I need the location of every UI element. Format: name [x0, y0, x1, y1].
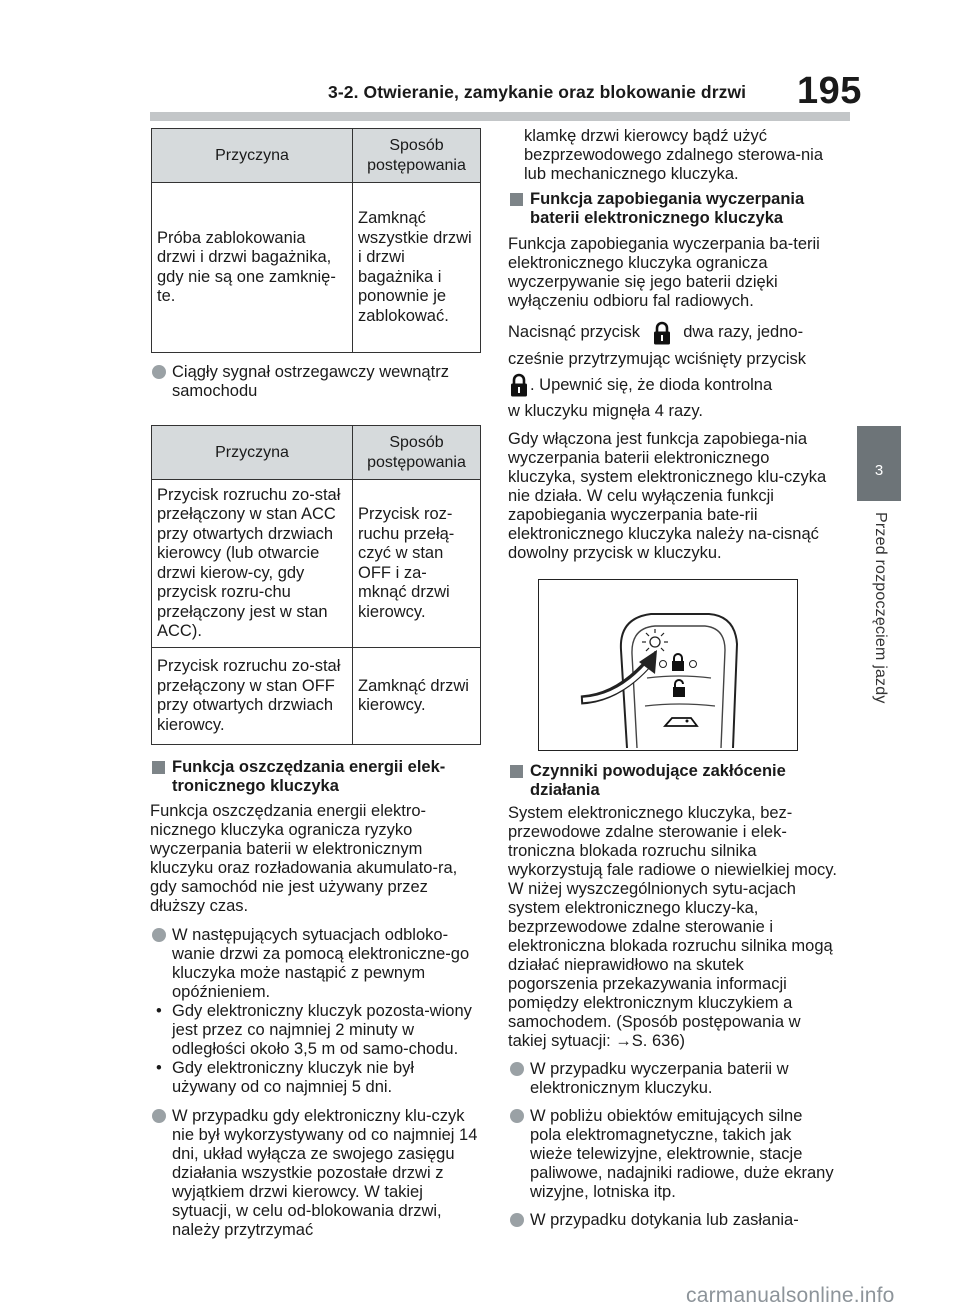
table-cell-action: Zamknąć drzwi kierowcy.	[353, 648, 481, 745]
left-column	[150, 128, 482, 1240]
key-fob-drawing	[539, 580, 796, 749]
press-text: dwa razy, jedno-	[683, 323, 804, 341]
table-cell-cause: Przycisk rozruchu zo-stał przełączony w stan ACC przy otwartych drzwiach kierowcy (lub otwarcie drzwi kierow-cy, gdy przycisk rozru-chu przełączony jest w stan ACC).	[152, 480, 353, 648]
sub-bullet-text: Gdy elektroniczny kluczyk pozosta-wiony jest przez co najmniej 2 minuty w odległości około 3,5 m od samo-chodu.	[172, 1002, 472, 1058]
square-bullet-icon	[510, 765, 523, 778]
watermark: carmanualsonline.info	[686, 1284, 895, 1307]
bullet-dot-icon	[152, 1109, 166, 1123]
bullet-battery-depleted	[508, 1060, 838, 1098]
bullet-electromagnetic	[508, 1107, 838, 1202]
key-fob-illustration	[538, 579, 798, 751]
table-cell-cause: Próba zablokowania drzwi i drzwi bagażnika, gdy nie są one zamknię-te.	[152, 183, 353, 353]
header-rule	[150, 112, 850, 121]
paragraph: System elektronicznego kluczyka, bez-przewodowe zdalne sterowanie i elek-troniczna blokada rozruchu silnika wykorzystują fale radiowe o niewielkiej mocy. W niżej wyszczególnionych sytu-acjach system elektronicznego kluczy-ka, bezprzewodowe zdalne sterowanie i elektroniczna blokada rozruchu silnika mogą działać nieprawidłowo na skutek pogorszenia przekazywania informacji pomiędzy elektronicznym kluczykiem a samochodem. (Sposób postępowania w takiej sytuacji: →S. 636)	[508, 804, 837, 1051]
continuation-text: klamkę drzwi kierowcy bądź użyć bezprzewodowego zdalnego sterowa-nia lub mechanicznego kluczyka.	[524, 127, 824, 183]
lock-icon	[651, 320, 673, 346]
press-text: w kluczyku mignęła 4 razy.	[508, 402, 704, 421]
bullet-text: W pobliżu obiektów emitujących silne pola elektromagnetyczne, takich jak wieże telewizyjne, elektrownie, stacje paliwowe, nadajniki radiowe, duże ekrany wizyjne, lotniska itp.	[530, 1107, 834, 1202]
page-number: 195	[797, 70, 862, 112]
paragraph: Funkcja oszczędzania energii elektro-nicznego kluczyka ogranicza ryzyko wyczerpania baterii w elektronicznym kluczyku oraz rozładowania akumulato-ra, gdy samochód nie jest używany przez dłuższy czas.	[150, 802, 458, 915]
heading-interference	[508, 762, 838, 800]
bullet-dot-icon	[510, 1213, 524, 1227]
bullet-text: W przypadku gdy elektroniczny klu-czyk nie był wykorzystywany od co najmniej 14 dni, układ wyłącza ze swojego zasięgu działania wszystkie pozostałe drzwi z wyjątkiem drzwi kierowcy. W takiej sytuacji, w celu od-blokowania drzwi, należy przytrzymać	[172, 1107, 478, 1239]
heading-text: Funkcja oszczędzania energii elek-tronicznego kluczyka	[172, 758, 446, 795]
paragraph: Gdy włączona jest funkcja zapobiega-nia wyczerpania baterii elektronicznego kluczyka, system elektronicznego klu-czyka nie działa. W celu wyłączenia funkcji zapobiegania wyczerpania bate-rii elektronicznego kluczyka należy na-cisnąć dowolny przycisk w kluczyku.	[508, 430, 827, 563]
right-column	[508, 127, 838, 1230]
sub-bullet-text: Gdy elektroniczny kluczyk nie był używany od co najmniej 5 dni.	[172, 1059, 415, 1096]
bullet-dot-icon	[510, 1109, 524, 1123]
chapter-tab: 3	[857, 426, 901, 501]
table-header-action: Sposób postępowania	[353, 426, 481, 480]
press-text: Nacisnąć przycisk	[508, 323, 641, 341]
square-bullet-icon	[152, 761, 165, 774]
bullet-14-days	[150, 1107, 482, 1240]
table-row	[152, 183, 481, 353]
square-bullet-icon	[510, 193, 523, 206]
heading-battery-saving	[508, 190, 838, 228]
bullet-dot-icon	[152, 365, 166, 379]
heading-text: Funkcja zapobiegania wyczerpania baterii elektronicznego kluczyka	[530, 190, 805, 227]
sub-bullet-marker: •	[156, 1002, 162, 1020]
sub-bullet	[150, 1059, 482, 1097]
table-header-cause: Przyczyna	[152, 426, 353, 480]
table-header-cause: Przyczyna	[152, 129, 353, 183]
bullet-text: W przypadku wyczerpania baterii w elektronicznym kluczyku.	[530, 1060, 789, 1098]
bullet-text: W przypadku dotykania lub zasłania-	[530, 1211, 799, 1230]
lock-icon	[508, 372, 530, 398]
table-cell-action: Przycisk roz-ruchu przełą-czyć w stan OFF i za-mknąć drzwi kierowcy.	[353, 480, 481, 648]
section-title: 3-2. Otwieranie, zamykanie oraz blokowanie drzwi	[328, 82, 747, 102]
press-instruction	[508, 319, 838, 424]
table-header-action: Sposób postępowania	[353, 129, 481, 183]
table-door-lock	[151, 128, 481, 353]
bullet-dot-icon	[510, 1062, 524, 1076]
press-text: . Upewnić się, że dioda kontrolna	[530, 375, 773, 394]
table-row	[152, 648, 481, 745]
chapter-title: Przed rozpoczęciem jazdy	[872, 512, 889, 704]
table-alarm	[151, 425, 481, 745]
heading-energy-saving	[150, 758, 482, 796]
table-cell-cause: Przycisk rozruchu zo-stał przełączony w stan OFF przy otwartych drzwiach kierowcy.	[152, 648, 353, 745]
bullet-delay	[150, 926, 482, 1002]
table-cell-action: Zamknąć wszystkie drzwi i drzwi bagażnika i ponownie je zablokować.	[353, 183, 481, 353]
heading-text: Czynniki powodujące zakłócenie działania	[530, 762, 786, 800]
bullet-touching	[508, 1211, 838, 1230]
sub-bullet	[150, 1002, 482, 1059]
bullet-text: Ciągły sygnał ostrzegawczy wewnątrz samochodu	[172, 363, 449, 400]
bullet-continuous-alarm	[150, 363, 482, 401]
bullet-text: W następujących sytuacjach odbloko-wanie drzwi za pomocą elektroniczne-go kluczyka może nastąpić z pewnym opóźnieniem.	[172, 926, 470, 1001]
paragraph: Funkcja zapobiegania wyczerpania ba-terii elektronicznego kluczyka ogranicza wyczerpywanie się jego baterii dzięki wyłączeniu odbioru fal radiowych.	[508, 235, 820, 310]
sub-bullet-marker: •	[156, 1059, 162, 1077]
bullet-dot-icon	[152, 928, 166, 942]
press-text: cześnie przytrzymując wciśnięty przycisk	[508, 349, 806, 368]
table-row	[152, 480, 481, 648]
